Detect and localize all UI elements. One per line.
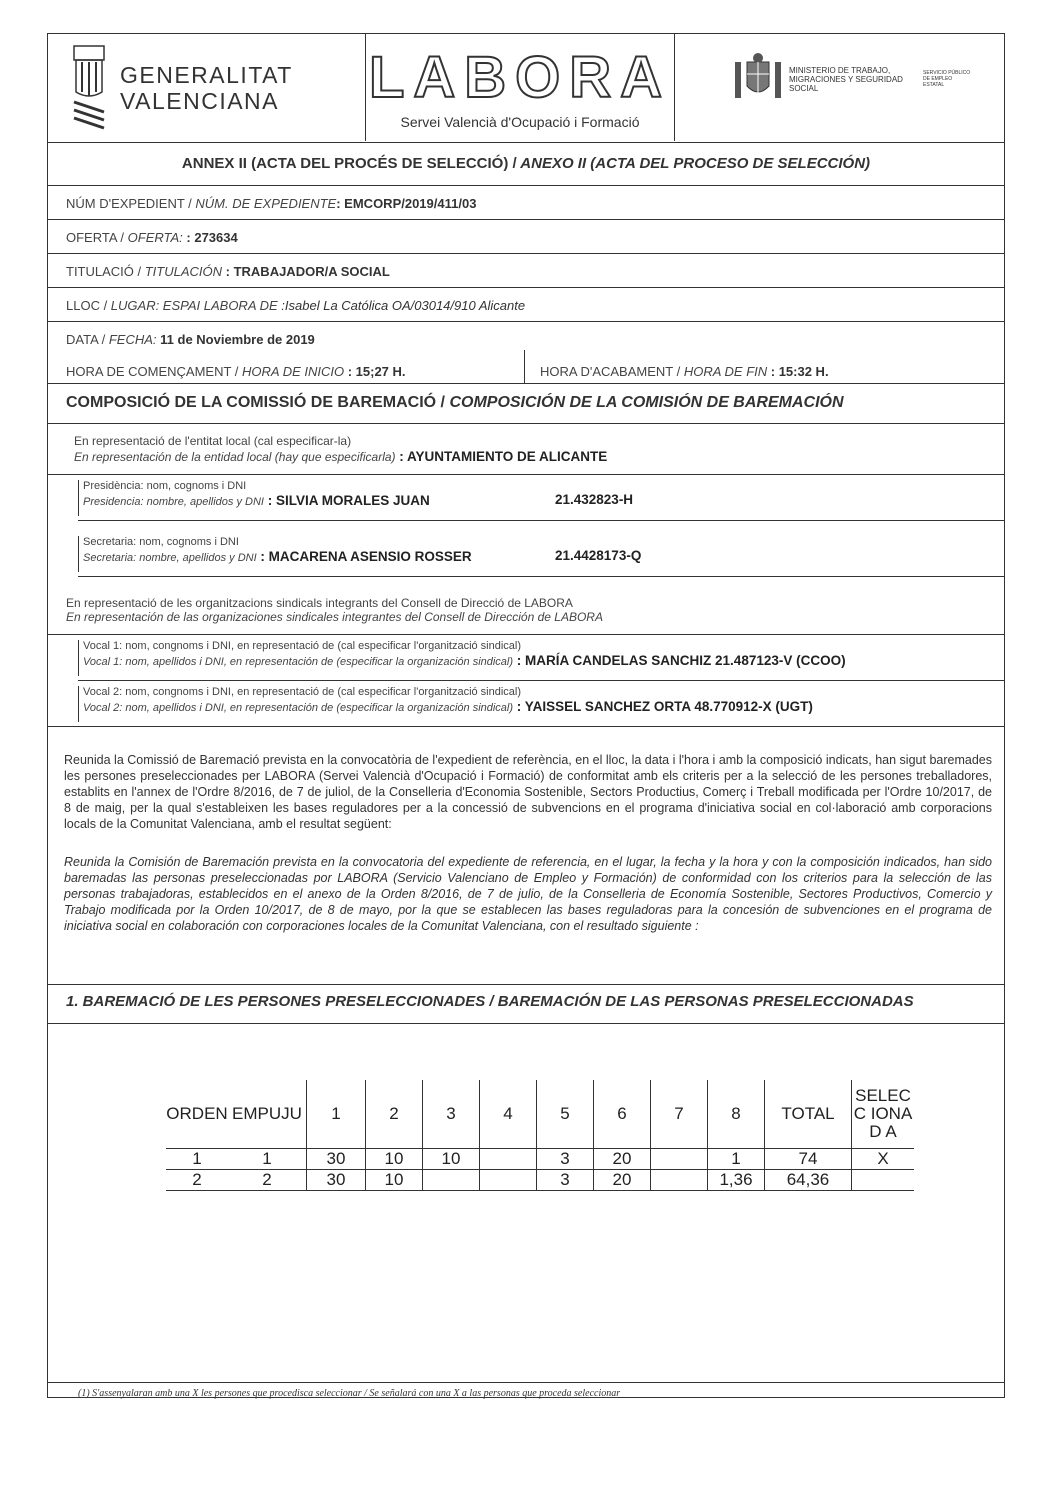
- header-8: 8: [708, 1080, 765, 1148]
- row2-seleccionada: [852, 1169, 915, 1190]
- hora-fin-value: : 15:32 H.: [767, 364, 829, 379]
- document-frame: [47, 33, 1005, 1398]
- row1-c1: 30: [307, 1148, 366, 1169]
- annex-title-va: ANNEX II (ACTA DEL PROCÉS DE SELECCIÓ) /: [181, 155, 517, 172]
- header-total: TOTAL: [765, 1080, 852, 1148]
- fecha-label-va: DATA /: [66, 332, 109, 347]
- baremacio-title: 1. BAREMACIÓ DE LES PERSONES PRESELECCIONADES / BAREMACIÓN DE LAS PERSONAS PRESELECCIONADAS: [66, 993, 914, 1010]
- row1-c3: 10: [423, 1148, 480, 1169]
- unions-label-va: En representació de les organitzacions sindicals integrants del Consell de Direcció de LABORA: [66, 596, 573, 610]
- row1-c4: [480, 1148, 537, 1169]
- score-table: [166, 1080, 914, 1191]
- annex-title-es: ANEXO II (ACTA DEL PROCESO DE SELECCIÓN): [516, 155, 871, 172]
- fecha-field: [48, 322, 1004, 347]
- generalitat-emblem-icon: [70, 44, 108, 132]
- entity-label-va: En representació de l'entitat local (cal especificar-la): [74, 434, 352, 448]
- paragraph-va: Reunida la Comissió de Baremació prevista en la convocatòria de l'expedient de referència, en el lloc, la data i l'hora i amb la composició indicats, han sigut baremades les persones preseleccionades per LABORA (Servei Valencià d'Ocupació i Formació) de conformitat amb els criteris per a la selecció de les persones treballadores, establits en l'annex de l'Ordre 8/2016, de 7 de juliol, de la Conselleria d'Economia Sostenible, Sectors Productius, Comerç i Treball modificada per l'Ordre 10/2017, de 8 de maig, per la qual s'estableixen les bases reguladores per a la concessió de subvencions en el programa d'iniciativa social en col·laboració amb corporacions locals de la Comunitat Valenciana, amb el resultat següent:: [64, 753, 992, 831]
- hora-inicio-label-es: HORA DE INICIO: [242, 364, 345, 379]
- labora-subtitle: Servei Valencià d'Ocupació i Formació: [400, 114, 640, 130]
- header-seleccionada-text: SELECC IONAD A: [853, 1085, 913, 1141]
- row1-empuju: 1: [228, 1148, 307, 1169]
- row2-c7: [651, 1169, 708, 1190]
- hora-fin-label-es: HORA DE FIN: [683, 364, 768, 379]
- row2-orden: 2: [192, 1169, 202, 1189]
- annex-title: [48, 142, 1004, 172]
- header-3: 3: [423, 1080, 480, 1148]
- row1-c5: 3: [537, 1148, 594, 1169]
- expedient-label-es: NÚM. DE EXPEDIENTE: [195, 196, 337, 211]
- titulacion-field: [48, 254, 1004, 279]
- secretaria-label-va: Secretaria: nom, cognoms i DNI: [83, 536, 239, 548]
- header-orden: ORDEN: [166, 1103, 228, 1123]
- hora-fin-field: [524, 350, 1004, 379]
- presidencia-label-va: Presidència: nom, cognoms i DNI: [83, 480, 247, 492]
- divider-unions: [48, 634, 1004, 635]
- entity-value: : AYUNTAMIENTO DE ALICANTE: [395, 449, 608, 464]
- header-5: 5: [537, 1080, 594, 1148]
- vocal1-label-va: Vocal 1: nom, congnoms i DNI, en representació de (cal especificar l'organització sindical): [83, 640, 522, 652]
- oferta-field: [48, 220, 1004, 245]
- header-empuju: EMPUJU: [228, 1080, 307, 1148]
- fecha-label-es: FECHA:: [108, 332, 157, 347]
- row2-c6: 20: [594, 1169, 651, 1190]
- hora-fin-label-va: HORA D'ACABAMENT /: [540, 364, 684, 379]
- secretaria-name: : MACARENA ASENSIO ROSSER: [256, 549, 472, 564]
- hora-inicio-label-va: HORA DE COMENÇAMENT /: [66, 364, 243, 379]
- titulacion-value: : TRABAJADOR/A SOCIAL: [222, 264, 390, 279]
- row2-c2: 10: [366, 1169, 423, 1190]
- spain-coat-of-arms-icon: [733, 52, 783, 106]
- score-table-wrap: [166, 1080, 914, 1191]
- horas-row: [48, 350, 1004, 384]
- secretaria-dni: 21.4428173-Q: [555, 548, 642, 563]
- header-4: 4: [480, 1080, 537, 1148]
- fecha-value: 11 de Noviembre de 2019: [156, 332, 315, 347]
- row2-c5: 3: [537, 1169, 594, 1190]
- hora-inicio-cell: [48, 350, 525, 384]
- secretaria-block: [78, 536, 983, 572]
- expedient-value: : EMCORP/2019/411/03: [336, 196, 477, 211]
- oferta-label-es: OFERTA:: [127, 230, 183, 245]
- lugar-value: :Isabel La Católica OA/03014/910 Alicante: [281, 298, 526, 313]
- row2-c3: [423, 1169, 480, 1190]
- vocal2-label-va: Vocal 2: nom, congnoms i DNI, en representació de (cal especificar l'organització sindical): [83, 686, 522, 698]
- score-header-row: [166, 1080, 914, 1148]
- annex-title-row: [48, 142, 1004, 186]
- oferta-value: : 273634: [182, 230, 238, 245]
- divider-presidencia: [78, 520, 1004, 521]
- divider-vocal1: [78, 680, 1004, 681]
- row2-c8: 1,36: [708, 1169, 765, 1190]
- ministry-name: MINISTERIO DE TRABAJO, MIGRACIONES Y SEGURIDAD SOCIAL: [789, 65, 903, 93]
- row1-orden: 1: [192, 1148, 202, 1168]
- vocal1-value: : MARÍA CANDELAS SANCHIZ 21.487123-V (CCOO): [513, 653, 846, 668]
- lugar-row: [48, 288, 1004, 322]
- row1-c7: [651, 1148, 708, 1169]
- vocal1-label-es: Vocal 1: nom, apellidos i DNI, en representación de (especificar la organización sindical): [83, 656, 514, 668]
- lugar-label-es: LUGAR: ESPAI LABORA DE: [110, 298, 282, 313]
- vocal2-label-es: Vocal 2: nom, apellidos i DNI, en representación de (especificar la organización sindical): [83, 702, 514, 714]
- row1-c8: 1: [708, 1148, 765, 1169]
- presidencia-block: [78, 480, 983, 516]
- unions-block: [66, 596, 986, 624]
- labora-title: LABORA: [368, 45, 672, 110]
- presidencia-label-es: Presidencia: nombre, apellidos y DNI: [83, 496, 264, 508]
- generalitat-line2: VALENCIANA: [120, 88, 280, 114]
- hora-fin-cell: [524, 350, 1004, 384]
- row2-empuju: 2: [228, 1169, 307, 1190]
- header-seleccionada: [852, 1080, 915, 1148]
- lugar-field: [48, 288, 1004, 313]
- secretaria-label-es: Secretaria: nombre, apellidos y DNI: [83, 552, 257, 564]
- titulacion-row: [48, 254, 1004, 288]
- divider-secretaria: [78, 576, 1004, 577]
- generalitat-logo: [70, 44, 293, 132]
- oferta-label-va: OFERTA /: [66, 230, 128, 245]
- vocal2-block: [78, 686, 1003, 722]
- row1-total: 74: [765, 1148, 852, 1169]
- titulacion-label-es: TITULACIÓN: [144, 264, 223, 279]
- row1-seleccionada: X: [877, 1148, 889, 1168]
- generalitat-name: [120, 62, 293, 114]
- titulacion-label-va: TITULACIÓ /: [66, 264, 145, 279]
- composition-title-row: [48, 384, 1004, 424]
- vocal1-block: [78, 640, 1003, 676]
- row1-c6: 20: [594, 1148, 651, 1169]
- header-7: 7: [651, 1080, 708, 1148]
- baremacio-title-row: [48, 984, 1004, 1024]
- spe-name: SERVICIO PÚBLICO DE EMPLEO ESTATAL: [923, 70, 971, 88]
- header-2: 2: [366, 1080, 423, 1148]
- row2-total: 64,36: [765, 1169, 852, 1190]
- composition-title-es: COMPOSICIÓN DE LA COMISIÓN DE BAREMACIÓN: [449, 394, 844, 411]
- row2-c1: 30: [307, 1169, 366, 1190]
- composition-title: [48, 384, 1004, 412]
- oferta-row: [48, 220, 1004, 254]
- composition-title-va: COMPOSICIÓ DE LA COMISSIÓ DE BAREMACIÓ /: [66, 394, 450, 411]
- labora-logo: [365, 34, 675, 141]
- entity-label-es: En representación de la entidad local (hay que especificarla): [74, 450, 396, 464]
- hora-inicio-value: : 15;27 H.: [344, 364, 406, 379]
- expedient-row: [48, 186, 1004, 220]
- presidencia-dni: 21.432823-H: [555, 492, 634, 507]
- footnote: (1) S'assenyalaran amb una X les persones que procedisca seleccionar / Se señalará con una X a las personas que proceda seleccionar: [78, 1388, 621, 1399]
- expedient-label-va: NÚM D'EXPEDIENT /: [66, 196, 196, 211]
- presidencia-name: : SILVIA MORALES JUAN: [263, 493, 430, 508]
- document-header: [48, 34, 1004, 143]
- header-1: 1: [307, 1080, 366, 1148]
- divider-vocal2: [48, 726, 1004, 727]
- divider-footnote: [48, 1382, 1004, 1383]
- entity-block: [74, 434, 974, 466]
- generalitat-line1: GENERALITAT: [120, 62, 293, 88]
- row1-c2: 10: [366, 1148, 423, 1169]
- hora-inicio-field: [48, 350, 524, 379]
- unions-label-es: En representación de las organizaciones sindicales integrantes del Consell de Dirección de LABORA: [66, 610, 603, 624]
- expedient-field: [48, 186, 1004, 211]
- header-6: 6: [594, 1080, 651, 1148]
- score-row-1: [166, 1148, 914, 1169]
- ministry-logo: [733, 52, 973, 106]
- row2-c4: [480, 1169, 537, 1190]
- fecha-row: [48, 322, 1004, 350]
- paragraph-es: Reunida la Comisión de Baremación prevista en la convocatoria del expediente de referencia, en el lugar, la fecha y la hora y con la composición indicados, han sido baremadas las personas preseleccionadas por LABORA (Servicio Valenciano de Empleo y Formación) de conformidad con los criterios para la selección de las personas trabajadoras, establecidos en el anexo de la Orden 8/2016, de 7 de julio, de la Conselleria de Economía Sostenible, Sectores Productivos, Comercio y Trabajo modificada por la Orden 10/2017, de 8 de mayo, por la que se establecen las bases reguladoras para la concesión de subvenciones en el programa de iniciativa social en colaboración con corporaciones locales de la Comunitat Valenciana, con el resultado siguiente :: [64, 855, 992, 933]
- lugar-label-va: LLOC /: [66, 298, 111, 313]
- score-row-2: [166, 1169, 914, 1190]
- divider-entity: [48, 474, 1004, 475]
- vocal2-value: : YAISSEL SANCHEZ ORTA 48.770912-X (UGT): [513, 699, 813, 714]
